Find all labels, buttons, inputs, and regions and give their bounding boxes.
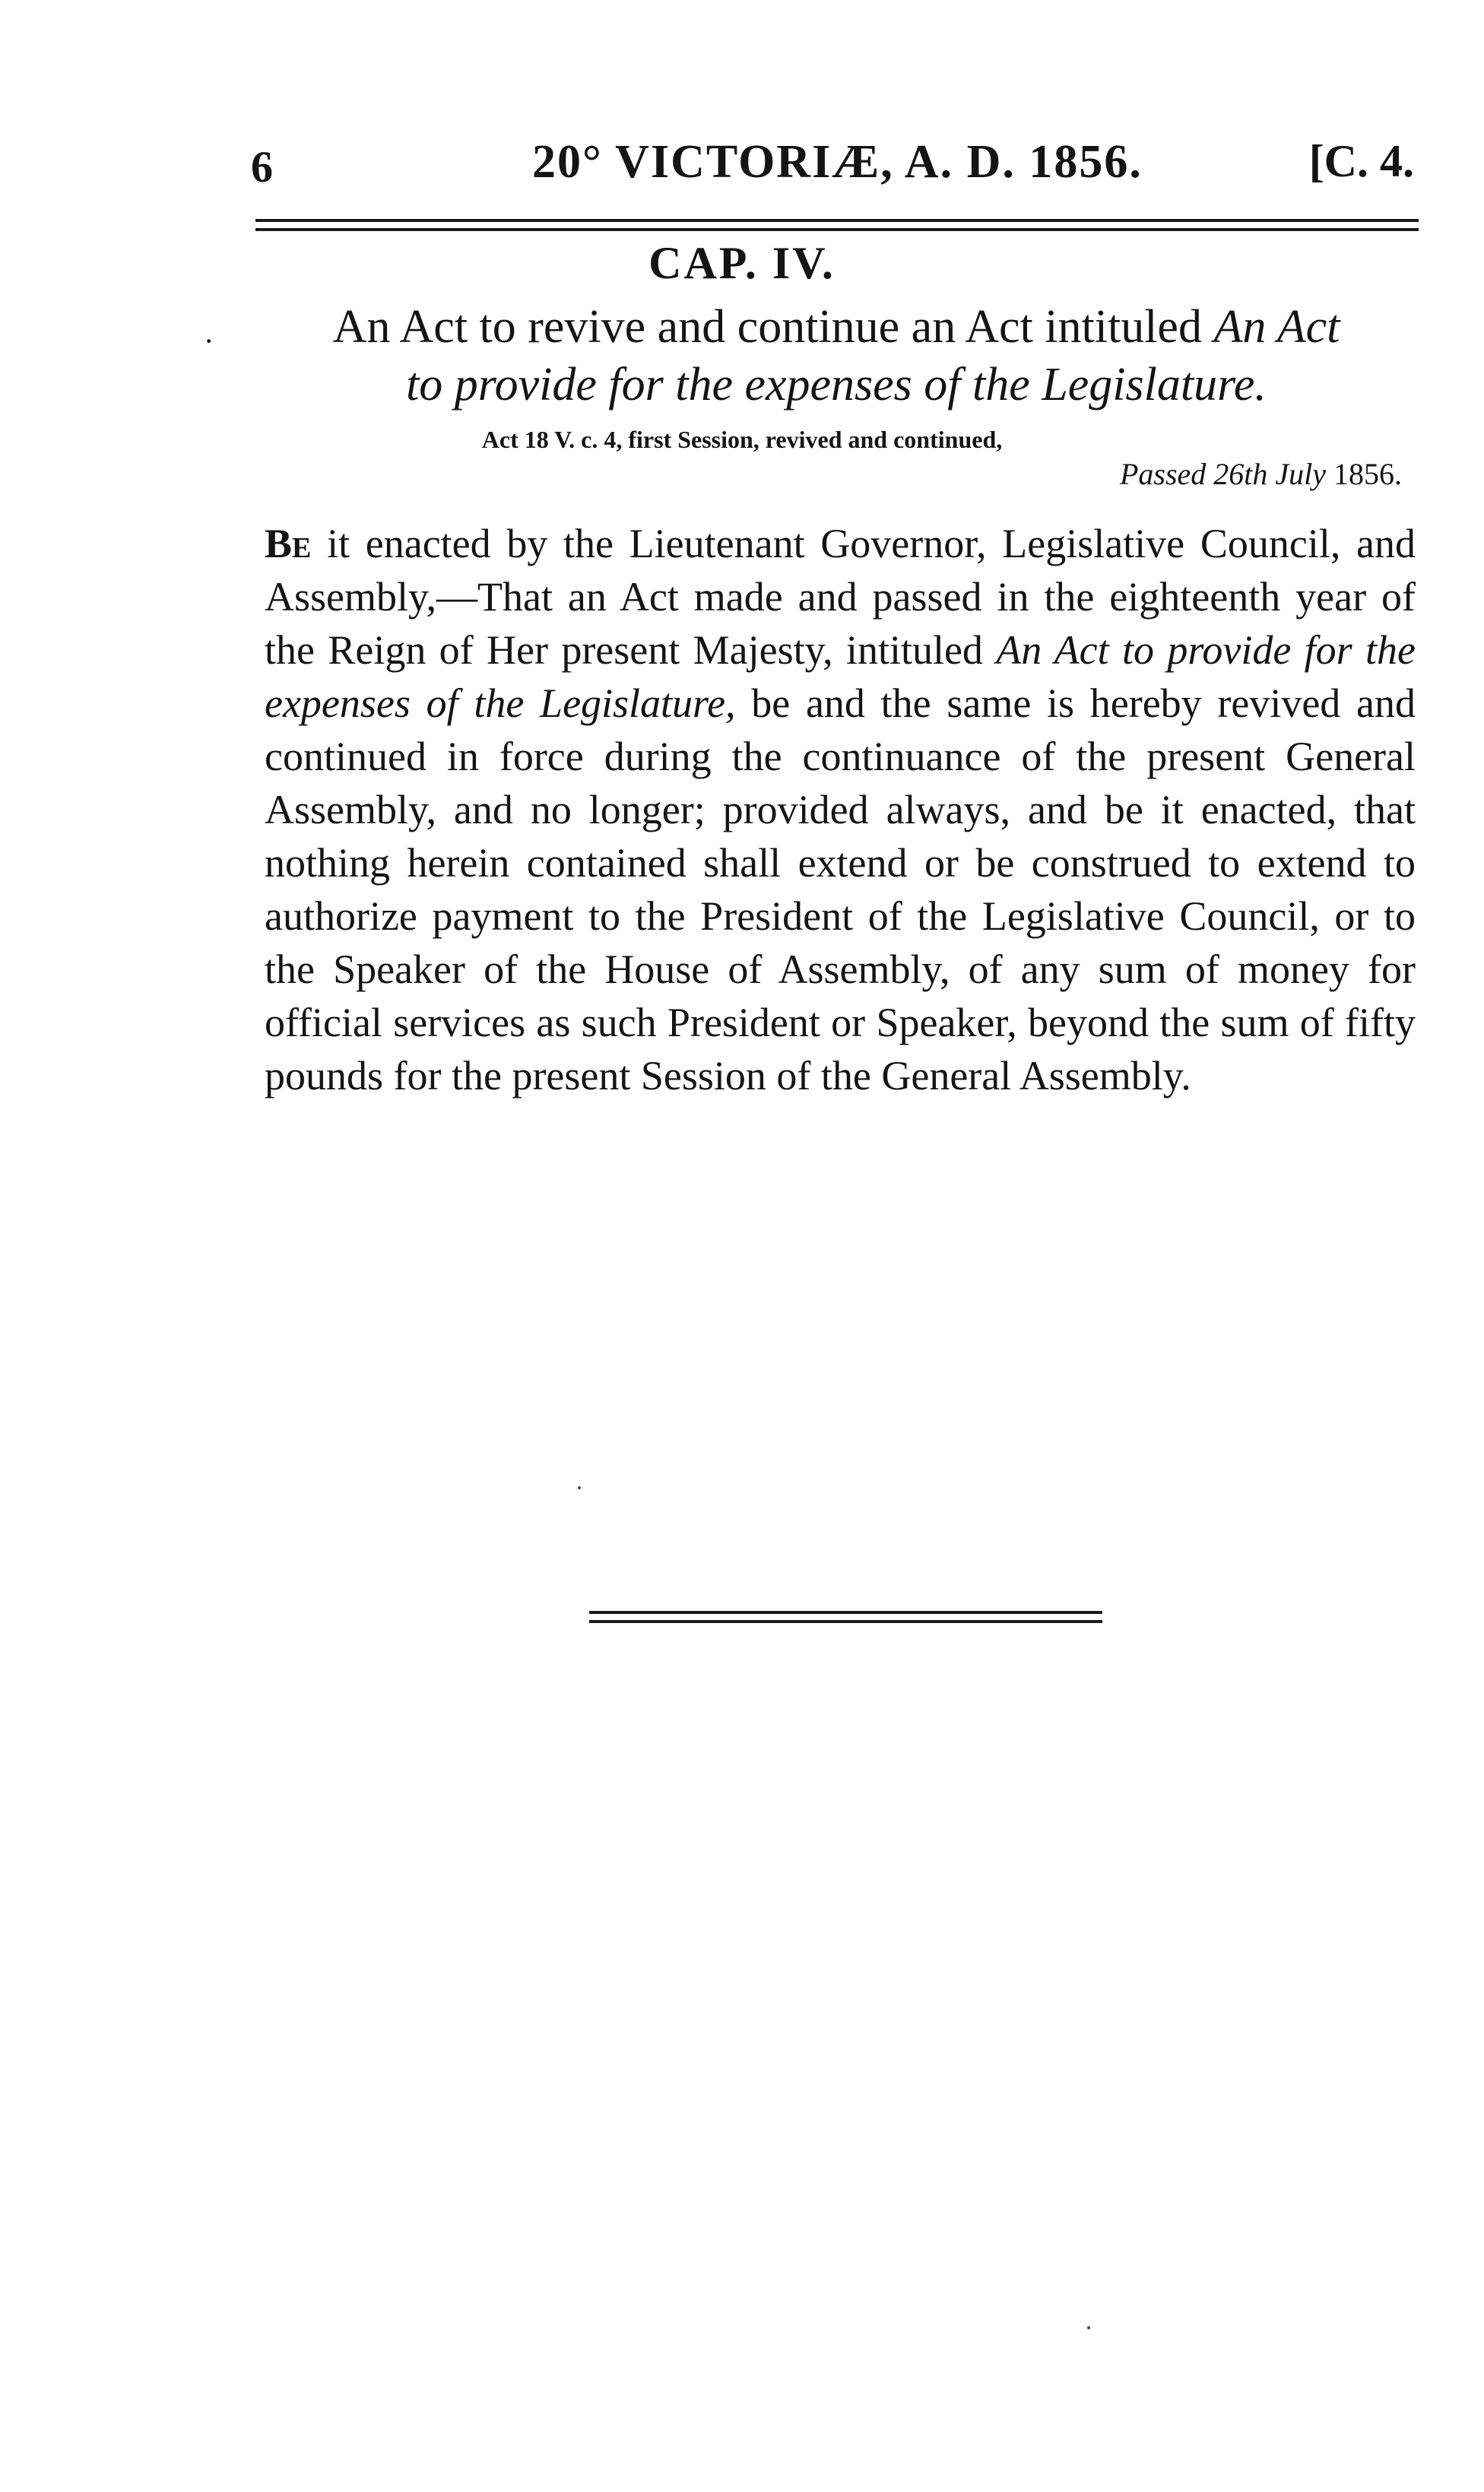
scan-speck — [1087, 2326, 1090, 2329]
running-head — [251, 135, 1422, 204]
act-title-italic-end: to provide for the expenses of the Legislature. — [406, 359, 1267, 411]
chapter-heading: CAP. IV. — [648, 238, 836, 288]
act-title-italic-start: An Act — [1213, 301, 1340, 353]
passed-date-line — [1120, 456, 1402, 492]
act-title-plain: An Act to revive and continue an Act intituled — [332, 301, 1214, 353]
passed-year: 1856. — [1326, 457, 1402, 491]
lead-word: Be — [265, 521, 312, 566]
scan-speck — [578, 1486, 581, 1489]
chapter-reference: [C. 4. — [1308, 136, 1414, 186]
enactment-paragraph — [265, 517, 1416, 1102]
header-double-rule — [255, 219, 1419, 231]
marginal-revival-note: Act 18 V. c. 4, first Session, revived and continued, — [481, 426, 1003, 453]
passed-date: 26th July — [1213, 457, 1326, 491]
margin-mark: · — [204, 324, 214, 358]
body-text-italic: An Act to provide for the expenses of the Legislature, — [265, 627, 1416, 726]
body-text-part-2: be and the same is hereby revived and continued in force during the continuance of the present General Assembly, and no longer; provided always, and be it enacted, that nothing herein contained shall extend or be construed to extend to authorize payment to the President of the Legislative Council, or to the Speaker of the House of Assembly, of any sum of money for official services as such President or Speaker, beyond the sum of fifty pounds for the present Session of the General Assembly. — [265, 680, 1416, 1099]
page-number: 6 — [251, 142, 273, 192]
act-title — [251, 298, 1422, 414]
closing-double-rule — [589, 1611, 1102, 1623]
running-head-title: 20° VICTORIÆ, A. D. 1856. — [532, 136, 1143, 188]
body-text-part-1: it enacted by the Lieutenant Governor, Legislative Council, and Assembly,—That an Act made and passed in the eighteenth year of the Reign of Her present Majesty, intituled — [265, 521, 1416, 673]
passed-label: Passed — [1119, 457, 1207, 491]
